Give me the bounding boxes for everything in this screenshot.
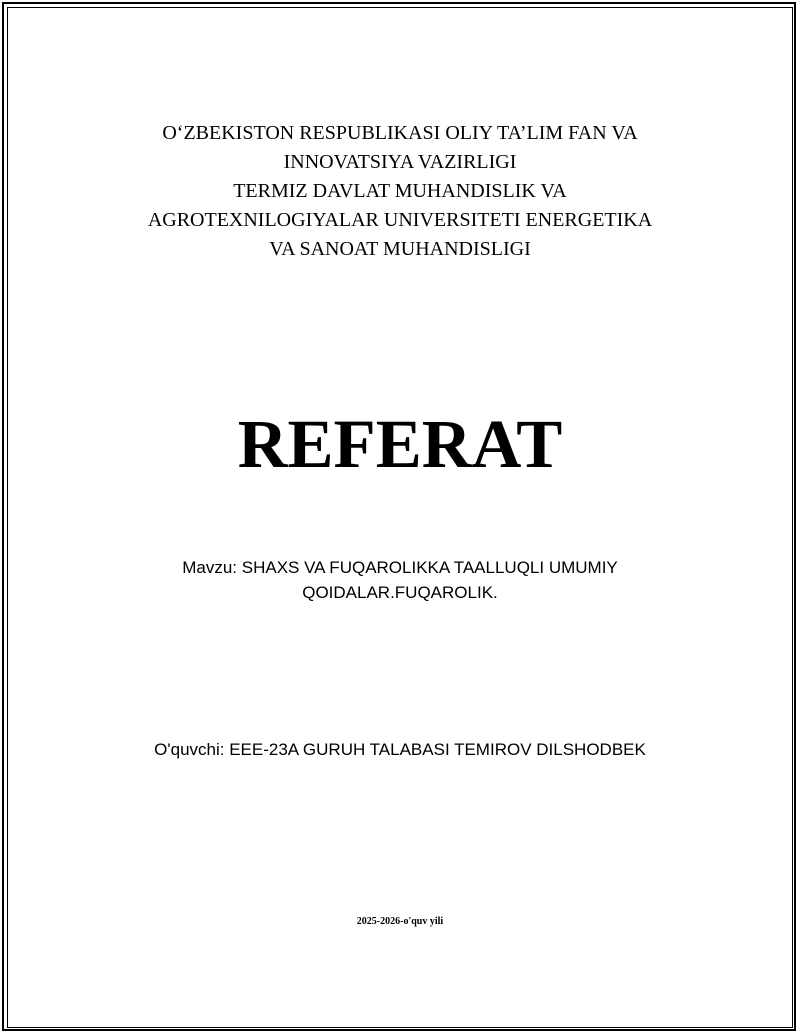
header-line-university-cont: AGROTEXNILOGIYALAR UNIVERSITETI ENERGETIKA: [147, 209, 653, 231]
topic-line-2: QOIDALAR.FUQAROLIK.: [302, 583, 498, 602]
header-line-university: TERMIZ DAVLAT MUHANDISLIK VA: [233, 180, 567, 202]
header-line-ministry: O‘ZBEKISTON RESPUBLIKASI OLIY TA’LIM FAN VA: [162, 122, 638, 144]
header-line-ministry-cont: INNOVATSIYA VAZIRLIGI: [283, 151, 517, 173]
institution-header: [0, 119, 800, 264]
header-line-department: VA SANOAT MUHANDISLIGI: [269, 238, 531, 260]
document-title: REFERAT: [237, 406, 563, 482]
student-info: O'quvchi: EEE-23A GURUH TALABASI TEMIROV DILSHODBEK: [154, 740, 646, 759]
topic-block: [0, 555, 800, 605]
topic-line-1: Mavzu: SHAXS VA FUQAROLIKKA TAALLUQLI UMUMIY: [182, 558, 618, 577]
academic-year: 2025-2026-o'quv yili: [356, 916, 444, 927]
